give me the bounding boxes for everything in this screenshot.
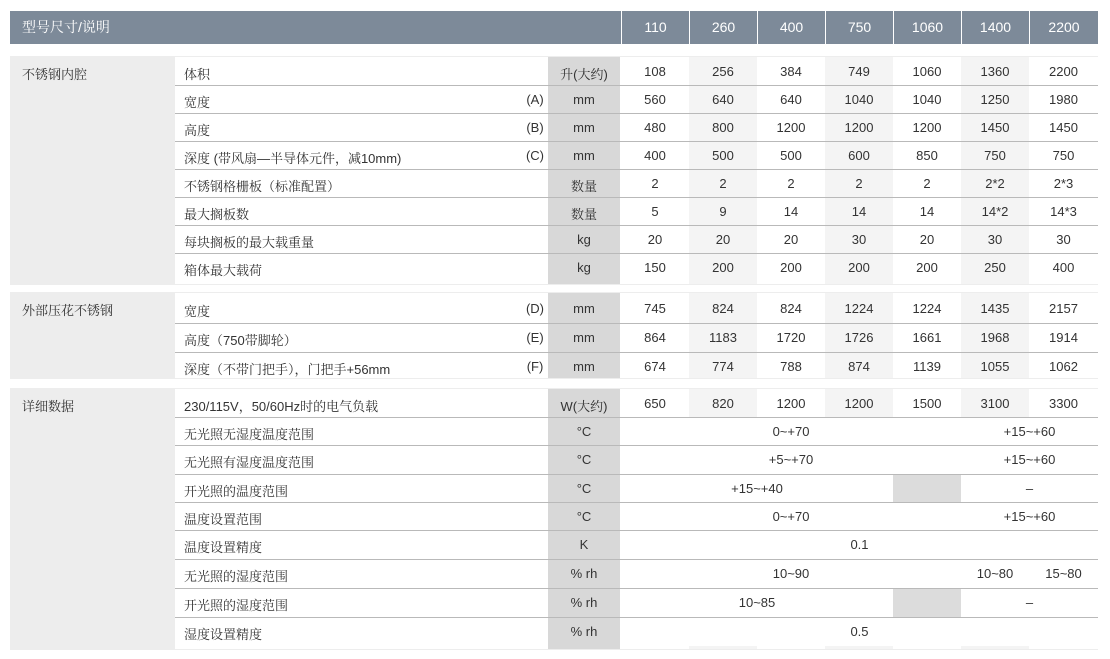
- value-cell: 20: [919, 232, 935, 247]
- value-cell: 20: [715, 232, 731, 247]
- merged-value-cell: +15~+60: [1003, 509, 1056, 524]
- row-unit: % rh: [570, 624, 598, 639]
- row-unit: mm: [573, 148, 595, 163]
- dimension-letter: (A): [526, 92, 544, 107]
- row-unit: °C: [576, 452, 592, 467]
- value-cell: 3100: [980, 396, 1010, 411]
- empty-cell: [893, 589, 961, 617]
- value-cell: 745: [644, 301, 666, 316]
- value-cell: 14: [851, 204, 867, 219]
- value-cell: 1200: [844, 120, 874, 135]
- header-model-cell: 400: [757, 11, 825, 44]
- value-cell: 2: [787, 176, 795, 191]
- row-unit: kg: [577, 260, 591, 275]
- value-cell: 5: [651, 204, 659, 219]
- row-label: 最大搁板数: [184, 207, 250, 222]
- section-title: 外部压花不锈钢: [22, 303, 114, 318]
- value-cell: 774: [712, 359, 734, 374]
- table-row: [175, 169, 1098, 197]
- row-unit: mm: [573, 359, 595, 374]
- header-model-cell: 260: [689, 11, 757, 44]
- row-divider: [175, 169, 1098, 170]
- value-cell: 256: [712, 64, 734, 79]
- value-cell: 1360: [980, 64, 1010, 79]
- value-cell: 400: [644, 148, 666, 163]
- row-label: 高度（750带脚轮）: [184, 333, 297, 348]
- dimension-letter: (F): [526, 359, 544, 374]
- value-cell: 250: [984, 260, 1006, 275]
- merged-value-cell: +15~+40: [731, 481, 783, 496]
- merged-value-cell: +5~+70: [768, 452, 814, 467]
- row-divider: [175, 323, 1098, 324]
- value-cell: 200: [780, 260, 802, 275]
- merged-value-cell: +15~+60: [1003, 452, 1056, 467]
- row-unit: °C: [576, 424, 592, 439]
- value-cell: 1040: [844, 92, 874, 107]
- row-unit: mm: [573, 120, 595, 135]
- row-unit: 数量: [570, 207, 597, 222]
- value-cell: 874: [848, 359, 870, 374]
- row-divider: [175, 225, 1098, 226]
- value-cell: 500: [780, 148, 802, 163]
- value-cell: 1720: [776, 330, 806, 345]
- value-cell: 788: [780, 359, 802, 374]
- value-cell: 480: [644, 120, 666, 135]
- row-unit: K: [579, 537, 589, 552]
- table-row: [175, 445, 1098, 474]
- header-model-cell: 750: [825, 11, 893, 44]
- row-label: 无光照的湿度范围: [184, 569, 289, 584]
- row-label: 不锈钢格栅板（标准配置）: [184, 179, 341, 194]
- value-cell: 2200: [1049, 64, 1078, 79]
- row-unit: 升(大约): [560, 67, 608, 82]
- row-label: 230/115V，50/60Hz时的电气负载: [184, 399, 379, 414]
- row-label: 温度设置精度: [184, 540, 263, 555]
- row-divider: [175, 197, 1098, 198]
- row-label: 开光照的温度范围: [184, 484, 289, 499]
- value-cell: 14: [783, 204, 799, 219]
- table-row: [175, 617, 1098, 646]
- row-label: 无光照有湿度温度范围: [184, 455, 315, 470]
- row-label: 湿度设置精度: [184, 627, 263, 642]
- dimension-letter: (B): [526, 120, 544, 135]
- value-cell: 749: [848, 64, 870, 79]
- value-cell: 384: [780, 64, 802, 79]
- value-cell: 30: [1056, 232, 1071, 247]
- value-cell: 1040: [912, 92, 942, 107]
- table-row: [175, 389, 1098, 417]
- value-cell: 1200: [844, 396, 874, 411]
- merged-value-cell: –: [1025, 595, 1034, 610]
- value-cell: 1224: [844, 301, 874, 316]
- table-row: [175, 352, 1098, 380]
- table-row: [175, 85, 1098, 113]
- row-unit: W(大约): [560, 399, 608, 414]
- value-cell: 560: [644, 92, 666, 107]
- row-unit: % rh: [570, 595, 598, 610]
- row-unit: kg: [577, 232, 591, 247]
- row-label: 宽度: [184, 304, 211, 319]
- merged-value-cell: 0~+70: [772, 424, 810, 439]
- table-row: [175, 559, 1098, 588]
- value-cell: 20: [783, 232, 799, 247]
- header-model-cell: 1060: [893, 11, 961, 44]
- row-divider: [175, 141, 1098, 142]
- value-cell: 1055: [980, 359, 1010, 374]
- value-cell: 2: [923, 176, 931, 191]
- row-unit: °C: [576, 481, 592, 496]
- row-divider: [175, 352, 1098, 353]
- row-label: 高度: [184, 123, 211, 138]
- value-cell: 650: [644, 396, 666, 411]
- value-cell: 1060: [912, 64, 942, 79]
- value-cell: 2157: [1049, 301, 1078, 316]
- value-cell: 30: [851, 232, 867, 247]
- value-cell: 150: [644, 260, 666, 275]
- table-row: [175, 588, 1098, 617]
- value-cell: 2: [855, 176, 863, 191]
- value-cell: 1200: [912, 120, 942, 135]
- merged-value-cell: 0~+70: [772, 509, 810, 524]
- row-label: 深度 (带风扇—半导体元件，减10mm): [184, 151, 402, 166]
- row-unit: mm: [573, 92, 595, 107]
- row-label: 体积: [184, 67, 211, 82]
- value-cell: 2: [719, 176, 727, 191]
- row-label: 箱体最大载荷: [184, 263, 263, 278]
- value-cell: 600: [848, 148, 870, 163]
- value-cell: 1062: [1049, 359, 1078, 374]
- table-header: [10, 11, 1098, 44]
- merged-value-cell: +15~+60: [1003, 424, 1056, 439]
- row-label: 无光照无湿度温度范围: [184, 427, 315, 442]
- value-cell: 1200: [776, 396, 806, 411]
- value-cell: 1500: [912, 396, 942, 411]
- value-cell: 640: [780, 92, 802, 107]
- row-unit: % rh: [570, 566, 598, 581]
- dimension-letter: (E): [526, 330, 544, 345]
- value-cell: 1224: [912, 301, 942, 316]
- value-cell: 1435: [980, 301, 1010, 316]
- table-row: [175, 113, 1098, 141]
- value-cell: 1183: [709, 330, 737, 345]
- empty-cell: [893, 475, 961, 502]
- row-unit: 数量: [570, 179, 597, 194]
- value-cell: 20: [647, 232, 663, 247]
- value-cell: 2: [651, 176, 659, 191]
- value-cell: 750: [1052, 148, 1075, 163]
- value-cell: 1726: [844, 330, 874, 345]
- table-row: [175, 225, 1098, 253]
- section-title: 不锈钢内腔: [22, 67, 88, 82]
- row-divider: [175, 113, 1098, 114]
- header-model-cell: 2200: [1029, 11, 1098, 44]
- row-unit: °C: [576, 509, 592, 524]
- value-cell: 1250: [980, 92, 1010, 107]
- row-label: 深度（不带门把手），门把手+56mm: [184, 362, 391, 377]
- merged-value-cell: 15~80: [1045, 566, 1082, 581]
- header-model-cell: 1400: [961, 11, 1029, 44]
- header-title: 型号尺寸/说明: [22, 19, 110, 35]
- row-unit: mm: [573, 330, 595, 345]
- value-cell: 200: [916, 260, 938, 275]
- value-cell: 500: [712, 148, 734, 163]
- value-cell: 824: [712, 301, 734, 316]
- header-model-cell: 110: [621, 11, 689, 44]
- value-cell: 14*3: [1050, 204, 1077, 219]
- value-cell: 824: [780, 301, 802, 316]
- value-cell: 200: [712, 260, 734, 275]
- row-label: 温度设置范围: [184, 512, 263, 527]
- value-cell: 1200: [776, 120, 806, 135]
- value-cell: 750: [984, 148, 1006, 163]
- row-label: 宽度: [184, 95, 211, 110]
- table-row: [175, 474, 1098, 502]
- row-label: 每块搁板的最大载重量: [184, 235, 315, 250]
- value-cell: 400: [1052, 260, 1075, 275]
- value-cell: 14*2: [981, 204, 1009, 219]
- table-row: [175, 502, 1098, 530]
- row-unit: mm: [573, 301, 595, 316]
- value-cell: 1450: [1049, 120, 1078, 135]
- dimension-letter: (D): [525, 301, 545, 316]
- row-divider: [175, 253, 1098, 254]
- merged-value-cell: 10~80: [976, 566, 1014, 581]
- merged-value-cell: 10~85: [738, 595, 776, 610]
- table-row: [175, 530, 1098, 559]
- value-cell: 1914: [1049, 330, 1078, 345]
- merged-value-cell: –: [1025, 481, 1034, 496]
- table-row: [175, 57, 1098, 85]
- value-cell: 9: [719, 204, 727, 219]
- dimension-letter: (C): [525, 148, 545, 163]
- value-cell: 30: [987, 232, 1003, 247]
- value-cell: 674: [644, 359, 666, 374]
- table-row: [175, 141, 1098, 169]
- section-title: 详细数据: [22, 399, 75, 414]
- value-cell: 200: [848, 260, 870, 275]
- value-cell: 2*3: [1053, 176, 1074, 191]
- table-row: [175, 253, 1098, 281]
- value-cell: 1661: [912, 330, 942, 345]
- value-cell: 14: [919, 204, 935, 219]
- row-label: 开光照的湿度范围: [184, 598, 289, 613]
- merged-value-cell: 0.1: [850, 537, 869, 552]
- value-cell: 2*2: [985, 176, 1005, 191]
- value-cell: 1139: [913, 359, 941, 374]
- value-cell: 850: [916, 148, 938, 163]
- merged-value-cell: 0.5: [850, 624, 869, 639]
- value-cell: 3300: [1049, 396, 1078, 411]
- value-cell: 108: [644, 64, 666, 79]
- value-cell: 1450: [980, 120, 1010, 135]
- value-cell: 1980: [1049, 92, 1078, 107]
- value-cell: 820: [712, 396, 734, 411]
- value-cell: 640: [712, 92, 734, 107]
- table-row: [175, 293, 1098, 323]
- table-row: [175, 197, 1098, 225]
- table-row: [175, 323, 1098, 352]
- value-cell: 864: [644, 330, 666, 345]
- merged-value-cell: 10~90: [772, 566, 810, 581]
- table-row: [175, 417, 1098, 445]
- value-cell: 800: [712, 120, 734, 135]
- row-divider: [175, 85, 1098, 86]
- value-cell: 1968: [980, 330, 1010, 345]
